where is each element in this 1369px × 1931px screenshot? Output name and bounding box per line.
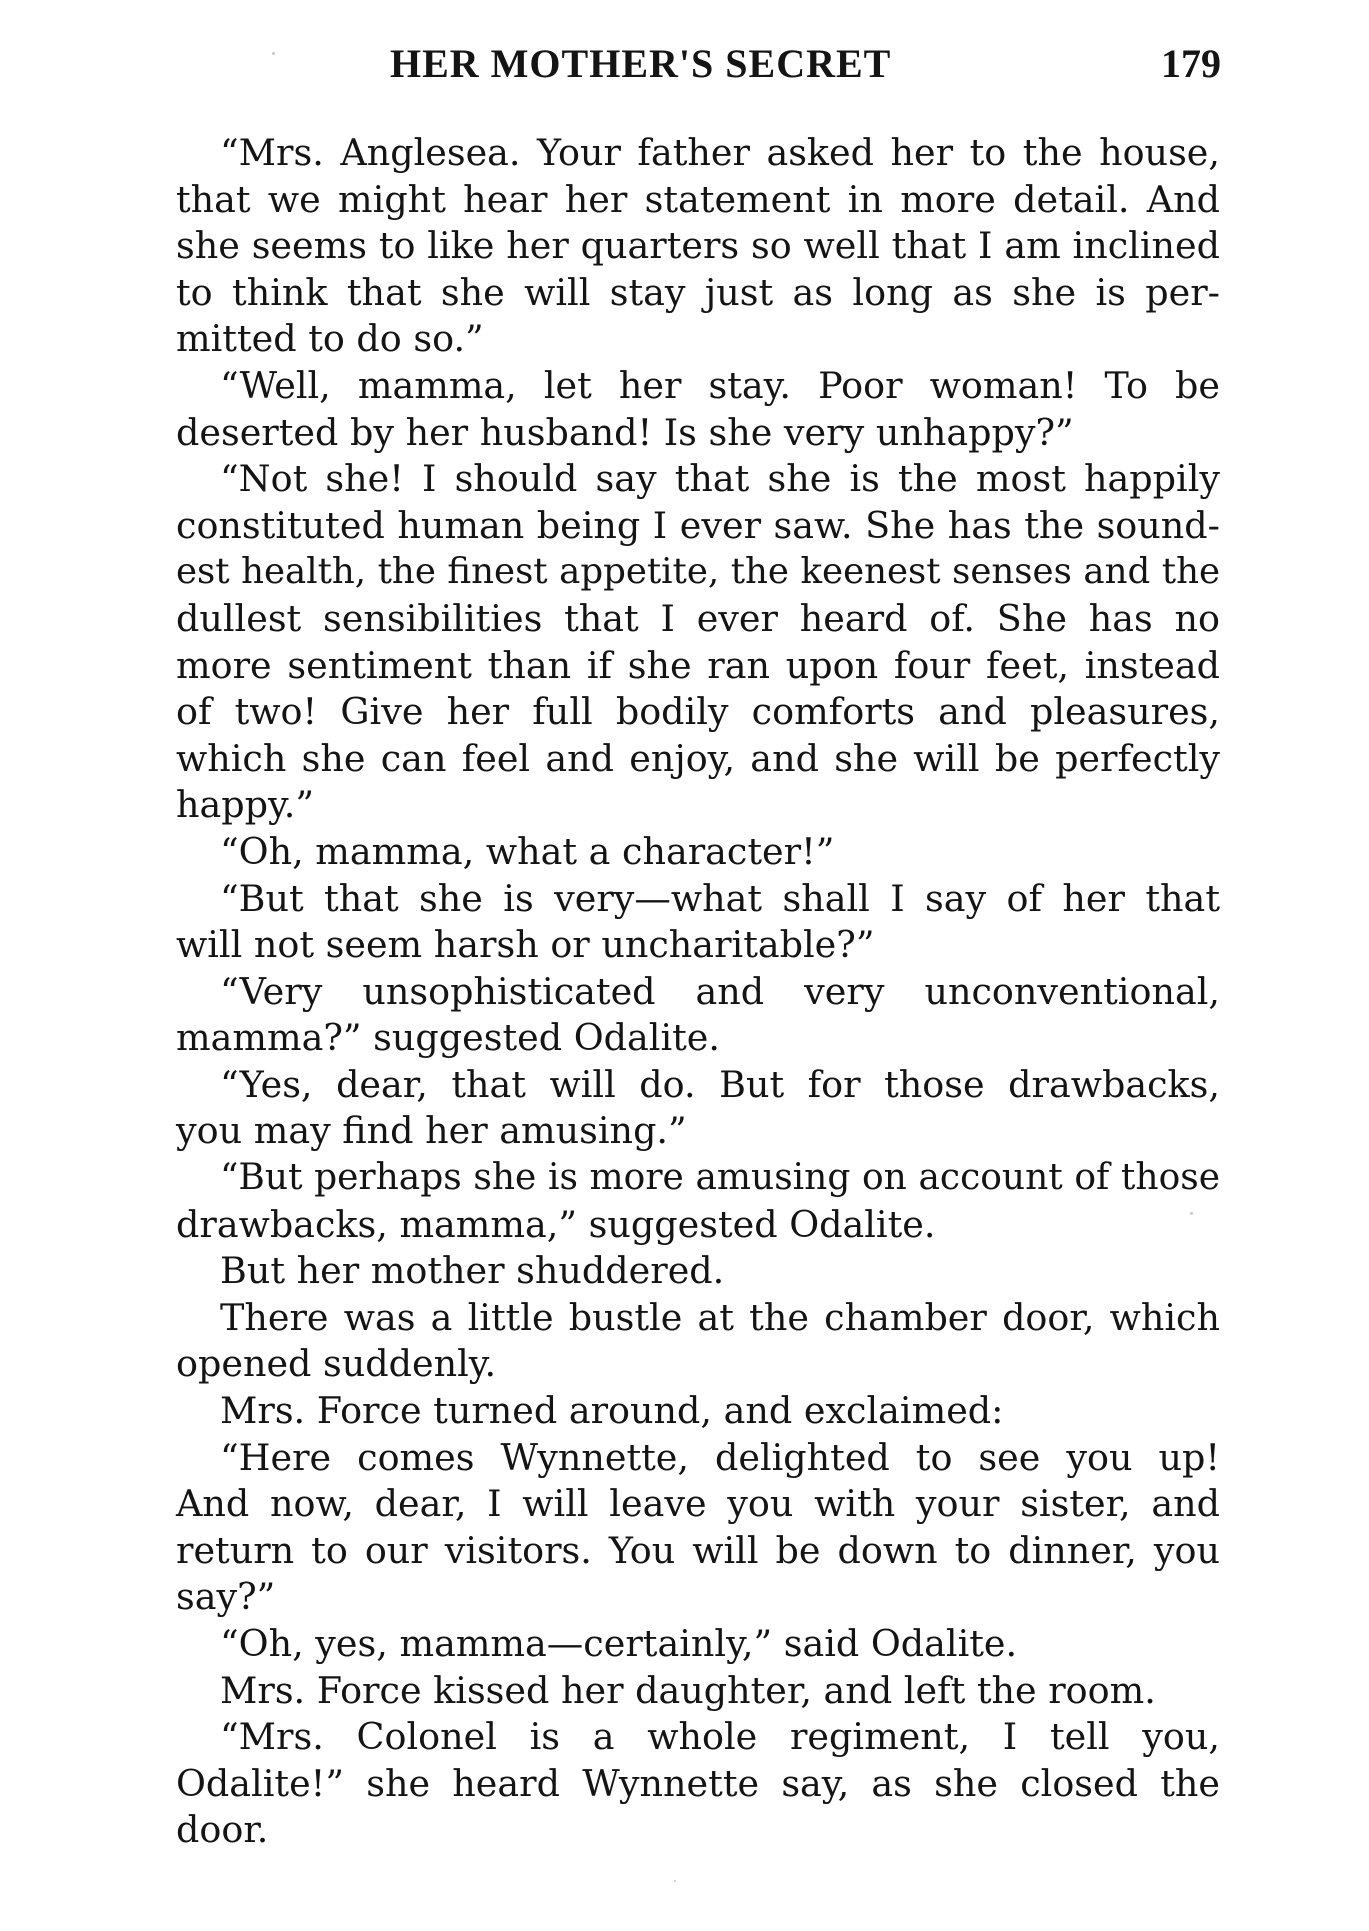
text-line: she seems to like her quarters so well that I am inclined [176, 224, 1220, 268]
text-line: mamma?” suggested Odalite. [176, 1016, 720, 1060]
text-line: But her mother shuddered. [220, 1249, 725, 1293]
text-line: say?” [176, 1575, 276, 1619]
text-line: dullest sensibilities that I ever heard of. She has no [176, 596, 1220, 640]
body-text [176, 130, 1220, 1854]
text-line: opened suddenly. [176, 1342, 497, 1386]
text-line: drawbacks, mamma,” suggested Odalite. [176, 1202, 936, 1246]
text-line: est health, the finest appetite, the keenest senses and the [176, 551, 1220, 593]
text-line: Mrs. Force kissed her daughter, and left the room. [220, 1668, 1156, 1712]
text-line: “Oh, mamma, what a character!” [220, 829, 835, 873]
paper-speck [272, 52, 275, 55]
text-line: deserted by her husband! Is she very unhappy?” [176, 410, 1074, 454]
text-line: “Yes, dear, that will do. But for those drawbacks, [220, 1062, 1220, 1106]
text-line: And now, dear, I will leave you with your sister, and [176, 1482, 1220, 1526]
text-line: more sentiment than if she ran upon four feet, instead [176, 643, 1220, 687]
text-line: door. [176, 1808, 269, 1852]
text-line: mitted to do so.” [176, 317, 484, 361]
text-line: to think that she will stay just as long as she is per- [176, 270, 1220, 314]
text-line: constituted human being I ever saw. She has the sound- [176, 503, 1220, 547]
text-line: Mrs. Force turned around, and exclaimed: [220, 1389, 1004, 1433]
paper-speck [674, 1880, 676, 1882]
text-line: return to our visitors. You will be down to dinner, you [176, 1528, 1220, 1572]
text-line: “Mrs. Colonel is a whole regiment, I tell you, [220, 1715, 1220, 1759]
text-line: “Oh, yes, mamma—certainly,” said Odalite. [220, 1622, 1018, 1665]
text-line: of two! Give her full bodily comforts and pleasures, [176, 690, 1220, 734]
text-line: you may find her amusing.” [176, 1109, 687, 1153]
running-title: HER MOTHER'S SECRET [390, 41, 892, 86]
text-line: happy.” [176, 783, 315, 827]
text-line: “Here comes Wynnette, delighted to see you up! [220, 1435, 1220, 1479]
page-number: 179 [1161, 41, 1221, 86]
paper-speck [1190, 1212, 1193, 1215]
text-line: “Mrs. Anglesea. Your father asked her to the house, [220, 131, 1220, 174]
text-line: “Very unsophisticated and very unconventional, [220, 969, 1220, 1013]
text-line: which she can feel and enjoy, and she will be perfectly [176, 736, 1220, 780]
text-line: that we might hear her statement in more detail. And [176, 177, 1220, 221]
text-line: will not seem harsh or uncharitable?” [176, 923, 875, 967]
text-line: “Well, mamma, let her stay. Poor woman! To be [220, 363, 1220, 407]
text-line: Odalite!” she heard Wynnette say, as she closed the [176, 1761, 1220, 1805]
text-line: There was a little bustle at the chamber door, which [220, 1295, 1220, 1339]
text-line: “But that she is very—what shall I say of her that [220, 876, 1220, 920]
text-line: “Not she! I should say that she is the most happily [220, 457, 1220, 501]
text-line: “But perhaps she is more amusing on account of those [220, 1157, 1220, 1199]
